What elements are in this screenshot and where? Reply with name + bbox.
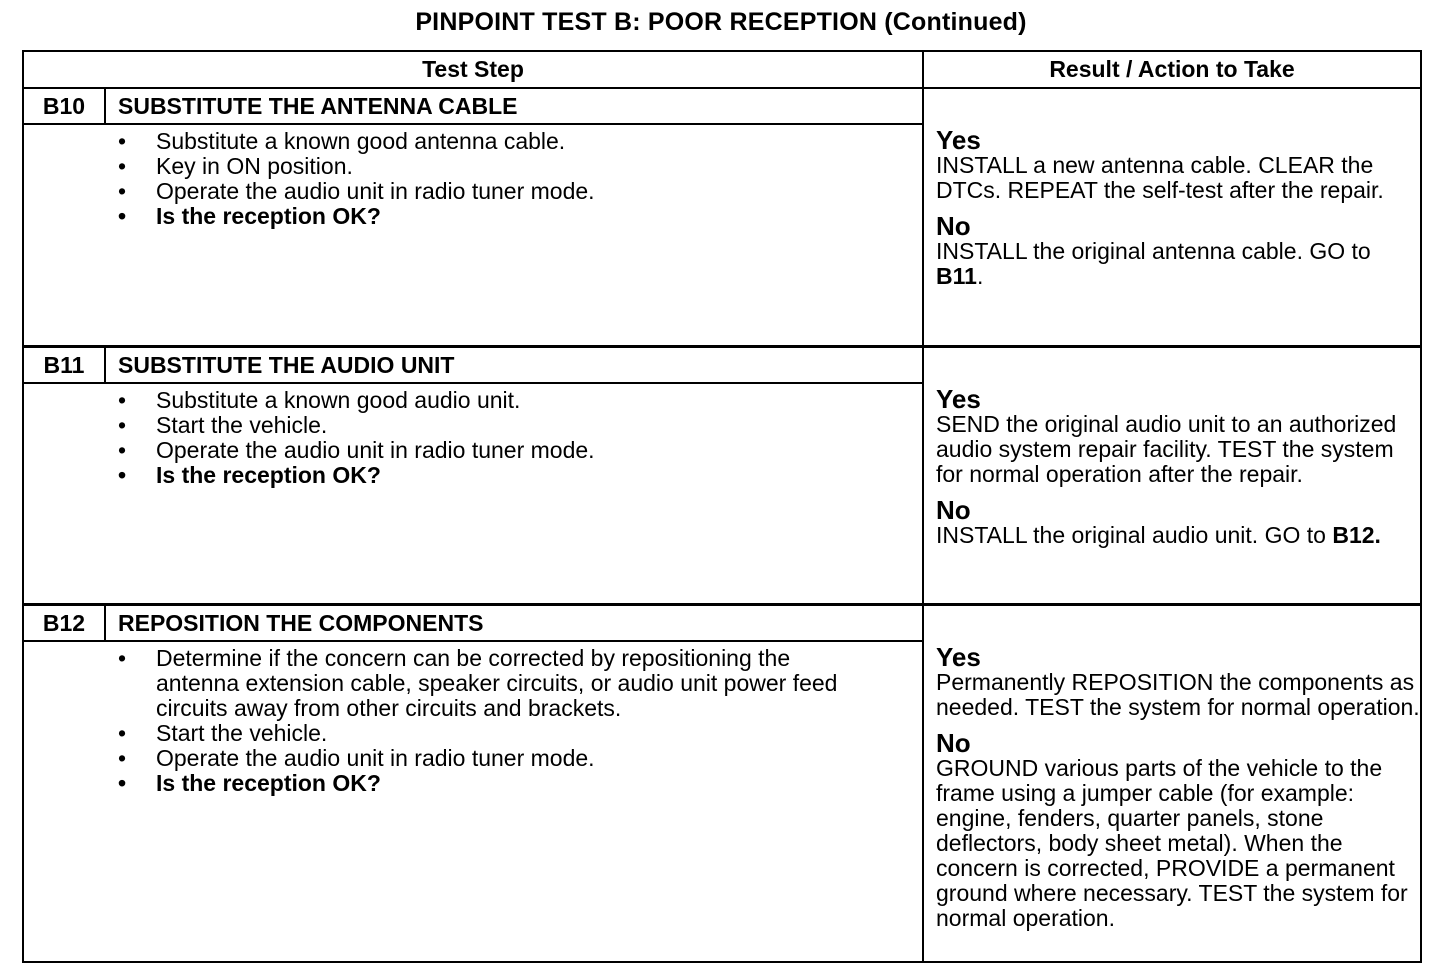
step-action: • Key in ON position.	[116, 154, 876, 179]
step-actions	[116, 388, 876, 488]
step-action: • Operate the audio unit in radio tuner mode.	[116, 746, 876, 771]
no-action	[936, 239, 1420, 289]
step-action: • Determine if the concern can be corrected by repositioning the antenna extension cable, speaker circuits, or audio unit power feed circuits away from other circuits and brackets.	[116, 646, 876, 721]
step-id: B12	[24, 606, 106, 640]
yes-label: Yes	[936, 642, 981, 672]
step-question: • Is the reception OK?	[116, 204, 876, 229]
pinpoint-test-table	[22, 50, 1422, 963]
step-actions	[116, 646, 876, 796]
step-actions	[116, 129, 876, 229]
step-id: B11	[24, 348, 106, 382]
no-label: No	[936, 495, 971, 525]
step-question: • Is the reception OK?	[116, 771, 876, 796]
step-action: • Operate the audio unit in radio tuner mode.	[116, 179, 876, 204]
step-action: • Substitute a known good audio unit.	[116, 388, 876, 413]
result-action	[936, 386, 1420, 548]
step-title: REPOSITION THE COMPONENTS	[118, 610, 484, 636]
table-header	[24, 52, 1420, 89]
page-title: PINPOINT TEST B: POOR RECEPTION (Continued)	[415, 8, 1027, 36]
no-action-tail: .	[976, 263, 984, 289]
header-test-step: Test Step	[422, 56, 524, 82]
step-action: • Operate the audio unit in radio tuner mode.	[116, 438, 876, 463]
no-label: No	[936, 211, 971, 241]
no-action-text: INSTALL the original antenna cable. GO to	[936, 238, 1371, 264]
test-step-b11	[24, 348, 1420, 606]
no-action	[936, 523, 1420, 548]
test-step-b12	[24, 606, 1420, 961]
test-step-b10	[24, 89, 1420, 348]
yes-action: Permanently REPOSITION the components as needed. TEST the system for normal operation.	[936, 669, 1420, 720]
step-id: B10	[24, 89, 106, 123]
no-action-text: INSTALL the original audio unit. GO to	[936, 522, 1333, 548]
step-title: SUBSTITUTE THE ANTENNA CABLE	[118, 93, 518, 119]
yes-label: Yes	[936, 125, 981, 155]
step-header	[24, 89, 922, 125]
result-action	[936, 127, 1420, 289]
step-action: • Start the vehicle.	[116, 413, 876, 438]
no-action-reference: B12.	[1332, 522, 1381, 548]
step-header	[24, 606, 922, 642]
result-action	[936, 644, 1420, 931]
yes-action: INSTALL a new antenna cable. CLEAR the DTCs. REPEAT the self-test after the repair.	[936, 152, 1384, 203]
step-title: SUBSTITUTE THE AUDIO UNIT	[118, 352, 455, 378]
step-action: • Substitute a known good antenna cable.	[116, 129, 876, 154]
yes-action: SEND the original audio unit to an authorized audio system repair facility. TEST the system for normal operation after the repair.	[936, 411, 1397, 487]
header-result-action: Result / Action to Take	[1049, 56, 1295, 82]
step-action: • Start the vehicle.	[116, 721, 876, 746]
no-label: No	[936, 728, 971, 758]
no-action: GROUND various parts of the vehicle to the frame using a jumper cable (for example: engine, fenders, quarter panels, stone deflectors, body sheet metal). When the concern is corrected, PROVIDE a permanent ground where necessary. TEST the system for normal operation.	[936, 755, 1408, 931]
step-header	[24, 348, 922, 384]
yes-label: Yes	[936, 384, 981, 414]
no-action-reference: B11	[936, 263, 977, 289]
step-question: • Is the reception OK?	[116, 463, 876, 488]
